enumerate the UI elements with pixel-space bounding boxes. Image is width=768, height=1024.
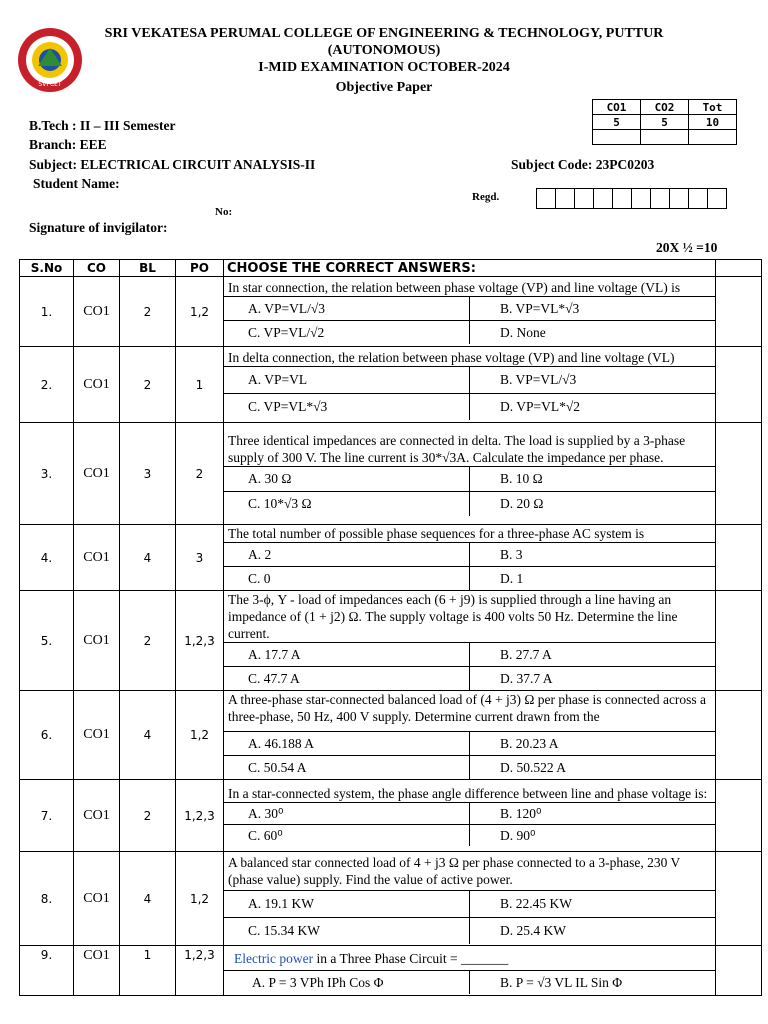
- question-text: The 3-ϕ, Y - load of impedances each (6 + j9) is supplied through a line having an impedance of (1 + j2) Ω. The supply voltage is 400 volts 50 Hz. Determine the line current.: [228, 592, 678, 641]
- question-text: Electric power in a Three Phase Circuit = _______: [234, 951, 509, 966]
- question-row-9: [20, 946, 762, 996]
- question-po: 3: [176, 525, 224, 591]
- question-row-8: [20, 852, 762, 946]
- marks-blank-co2[interactable]: [641, 130, 689, 145]
- option-d[interactable]: D. 1: [470, 567, 716, 591]
- question-text: A balanced star connected load of 4 + j3 Ω per phase connected to a 3-phase, 230 V (phase value) supply. Find the value of active power.: [228, 854, 680, 887]
- option-b[interactable]: B. 22.45 KW: [470, 890, 716, 917]
- option-d[interactable]: D. 50.522 A: [470, 756, 716, 780]
- question-row-6: [20, 691, 762, 780]
- answer-cell[interactable]: [716, 277, 762, 347]
- option-b[interactable]: B. 3: [470, 543, 716, 567]
- questions-table: [19, 259, 762, 996]
- question-po: 1,2,3: [176, 780, 224, 852]
- regd-number-boxes[interactable]: [537, 188, 727, 209]
- college-name: SRI VEKATESA PERUMAL COLLEGE OF ENGINEERING & TECHNOLOGY, PUTTUR: [104, 26, 664, 41]
- option-b[interactable]: B. 120⁰: [470, 803, 716, 825]
- question-cell: [224, 423, 716, 525]
- question-bl: 2: [120, 347, 176, 423]
- marks-header-tot: Tot: [689, 100, 737, 115]
- answer-cell[interactable]: [716, 591, 762, 691]
- question-bl: 4: [120, 852, 176, 946]
- marks-header-co2: CO2: [641, 100, 689, 115]
- options-table: [224, 466, 715, 516]
- question-cell: [224, 277, 716, 347]
- question-number: 7.: [20, 780, 74, 852]
- question-po: 1,2: [176, 852, 224, 946]
- question-co: CO1: [74, 347, 120, 423]
- table-header-row: [20, 260, 762, 277]
- marks-value-tot: 10: [689, 115, 737, 130]
- question-number: 3.: [20, 423, 74, 525]
- option-a[interactable]: A. 30⁰: [224, 803, 470, 825]
- options-table: [224, 890, 715, 944]
- option-b[interactable]: B. P = √3 VL IL Sin Φ: [470, 971, 716, 995]
- question-po: 1,2,3: [176, 946, 224, 996]
- question-co: CO1: [74, 780, 120, 852]
- exam-title: I-MID EXAMINATION OCTOBER-2024: [258, 60, 510, 75]
- question-bl: 2: [120, 780, 176, 852]
- question-row-1: [20, 277, 762, 347]
- options-table: [224, 970, 715, 994]
- question-number: 4.: [20, 525, 74, 591]
- question-text: In star connection, the relation between phase voltage (VP) and line voltage (VL) is: [228, 280, 681, 295]
- option-c[interactable]: C. 50.54 A: [224, 756, 470, 780]
- marks-blank-co1[interactable]: [593, 130, 641, 145]
- options-table: [224, 802, 715, 846]
- header-po: PO: [176, 260, 224, 277]
- option-a[interactable]: A. 46.188 A: [224, 732, 470, 756]
- question-co: CO1: [74, 277, 120, 347]
- option-b[interactable]: B. VP=VL/√3: [470, 367, 716, 394]
- question-co: CO1: [74, 525, 120, 591]
- question-text: A three-phase star-connected balanced load of (4 + j3) Ω per phase is connected across a three-phase, 50 Hz, 400 V supply. Determine current drawn from the: [228, 692, 707, 724]
- marks-formula: 20X ½ =10: [656, 240, 718, 255]
- header-question: CHOOSE THE CORRECT ANSWERS:: [224, 260, 716, 277]
- option-a[interactable]: A. P = 3 VPh IPh Cos Φ: [224, 971, 470, 995]
- autonomous-label: (AUTONOMOUS): [327, 43, 441, 58]
- question-cell: [224, 347, 716, 423]
- header-sno: S.No: [20, 260, 74, 277]
- question-number: 2.: [20, 347, 74, 423]
- paper-type: Objective Paper: [335, 80, 433, 95]
- options-table: [224, 366, 715, 420]
- answer-cell[interactable]: [716, 525, 762, 591]
- question-number: 9.: [20, 946, 74, 996]
- header-blank: [716, 260, 762, 277]
- question-cell: [224, 780, 716, 852]
- answer-cell[interactable]: [716, 780, 762, 852]
- option-c[interactable]: C. 15.34 KW: [224, 917, 470, 944]
- question-bl: 4: [120, 525, 176, 591]
- option-b[interactable]: B. 27.7 A: [470, 643, 716, 667]
- question-cell: [224, 525, 716, 591]
- marks-value-co2: 5: [641, 115, 689, 130]
- question-row-2: [20, 347, 762, 423]
- question-po: 1,2,3: [176, 591, 224, 691]
- option-d[interactable]: D. 20 Ω: [470, 491, 716, 516]
- answer-cell[interactable]: [716, 423, 762, 525]
- option-a[interactable]: A. 19.1 KW: [224, 890, 470, 917]
- question-cell: [224, 691, 716, 780]
- option-b[interactable]: B. 10 Ω: [470, 466, 716, 491]
- option-d[interactable]: D. VP=VL*√2: [470, 394, 716, 421]
- question-cell: [224, 946, 716, 996]
- marks-table: [592, 99, 737, 145]
- question-number: 8.: [20, 852, 74, 946]
- question-co: CO1: [74, 591, 120, 691]
- student-name-label: Student Name:: [33, 176, 120, 191]
- question-text: In a star-connected system, the phase angle difference between line and phase voltage is:: [228, 786, 708, 801]
- question-bl: 3: [120, 423, 176, 525]
- question-po: 2: [176, 423, 224, 525]
- option-c[interactable]: C. 60⁰: [224, 825, 470, 847]
- course-label: B.Tech : II – III Semester: [29, 118, 176, 133]
- options-table: [224, 731, 715, 779]
- option-a[interactable]: A. 30 Ω: [224, 466, 470, 491]
- question-number: 6.: [20, 691, 74, 780]
- question-row-5: [20, 591, 762, 691]
- question-number: 5.: [20, 591, 74, 691]
- question-po: 1,2: [176, 277, 224, 347]
- options-table: [224, 642, 715, 690]
- option-a[interactable]: A. 2: [224, 543, 470, 567]
- option-a[interactable]: A. VP=VL/√3: [224, 297, 470, 321]
- question-cell: [224, 852, 716, 946]
- subject-label: Subject: ELECTRICAL CIRCUIT ANALYSIS-II: [29, 157, 316, 172]
- option-c[interactable]: C. VP=VL/√2: [224, 321, 470, 345]
- question-text: In delta connection, the relation between phase voltage (VP) and line voltage (VL): [228, 350, 675, 365]
- question-row-4: [20, 525, 762, 591]
- logo-text: SVPCET: [38, 81, 62, 88]
- option-a[interactable]: A. VP=VL: [224, 367, 470, 394]
- marks-blank-tot[interactable]: [689, 130, 737, 145]
- option-c[interactable]: C. 0: [224, 567, 470, 591]
- header-co: CO: [74, 260, 120, 277]
- answer-cell[interactable]: [716, 347, 762, 423]
- question-number: 1.: [20, 277, 74, 347]
- options-table: [224, 542, 715, 590]
- question-cell: [224, 591, 716, 691]
- option-c[interactable]: C. 47.7 A: [224, 667, 470, 691]
- question-bl: 2: [120, 277, 176, 347]
- question-bl: 1: [120, 946, 176, 996]
- option-d[interactable]: D. 25.4 KW: [470, 917, 716, 944]
- option-c[interactable]: C. VP=VL*√3: [224, 394, 470, 421]
- option-d[interactable]: D. 37.7 A: [470, 667, 716, 691]
- question-text: Three identical impedances are connected in delta. The load is supplied by a 3-phase supply of 300 V. The line current is 30*√3A. Calculate the impedance per phase.: [228, 432, 686, 465]
- header-bl: BL: [120, 260, 176, 277]
- question-co: CO1: [74, 423, 120, 525]
- answer-cell[interactable]: [716, 852, 762, 946]
- question-po: 1,2: [176, 691, 224, 780]
- option-a[interactable]: A. 17.7 A: [224, 643, 470, 667]
- branch-label: Branch: EEE: [29, 137, 107, 152]
- signature-label: Signature of invigilator:: [29, 220, 168, 235]
- question-row-3: [20, 423, 762, 525]
- marks-header-co1: CO1: [593, 100, 641, 115]
- options-table: [224, 296, 715, 344]
- question-bl: 4: [120, 691, 176, 780]
- answer-cell[interactable]: [716, 946, 762, 996]
- marks-value-co1: 5: [593, 115, 641, 130]
- regd-label: Regd.: [472, 191, 500, 203]
- option-d[interactable]: D. None: [470, 321, 716, 345]
- option-b[interactable]: B. 20.23 A: [470, 732, 716, 756]
- question-row-7: [20, 780, 762, 852]
- option-b[interactable]: B. VP=VL*√3: [470, 297, 716, 321]
- question-co: CO1: [74, 691, 120, 780]
- option-d[interactable]: D. 90⁰: [470, 825, 716, 847]
- no-label: No:: [215, 206, 233, 218]
- subject-code: Subject Code: 23PC0203: [511, 157, 655, 172]
- question-text: The total number of possible phase sequences for a three-phase AC system is: [228, 526, 645, 541]
- answer-cell[interactable]: [716, 691, 762, 780]
- question-co: CO1: [74, 946, 120, 996]
- electric-power-link[interactable]: Electric power: [234, 951, 314, 966]
- option-c[interactable]: C. 10*√3 Ω: [224, 491, 470, 516]
- question-co: CO1: [74, 852, 120, 946]
- question-bl: 2: [120, 591, 176, 691]
- question-po: 1: [176, 347, 224, 423]
